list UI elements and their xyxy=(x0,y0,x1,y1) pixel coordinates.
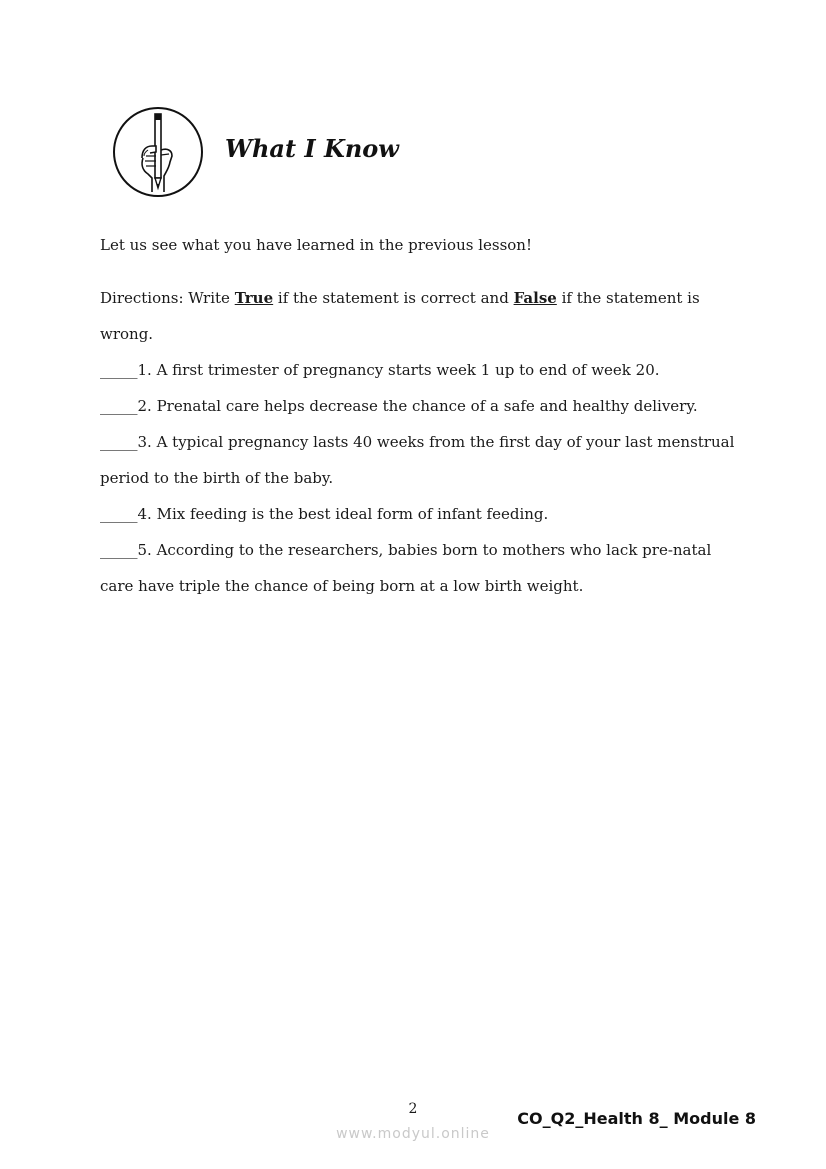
directions-continuation: wrong. xyxy=(100,325,154,343)
directions-middle: if the statement is correct and xyxy=(273,289,514,307)
question-item xyxy=(100,540,740,560)
question-item xyxy=(100,396,740,416)
question-text: 2. Prenatal care helps decrease the chance of a safe and healthy delivery. xyxy=(137,397,698,415)
directions-line xyxy=(100,288,740,308)
question-continuation: care have triple the chance of being born at a low birth weight. xyxy=(100,577,584,595)
question-text: 4. Mix feeding is the best ideal form of infant feeding. xyxy=(137,505,549,523)
question-text: 3. A typical pregnancy lasts 40 weeks from the first day of your last menstrual xyxy=(137,433,735,451)
keyword-false: False xyxy=(513,289,557,307)
page-number: 2 xyxy=(408,1101,418,1117)
module-code: CO_Q2_Health 8_ Module 8 xyxy=(517,1109,756,1128)
question-item xyxy=(100,432,740,452)
question-item xyxy=(100,504,740,524)
intro-text: Let us see what you have learned in the previous lesson! xyxy=(100,236,532,254)
question-text: 5. According to the researchers, babies born to mothers who lack pre-natal xyxy=(137,541,712,559)
directions-prefix: Directions: Write xyxy=(100,289,235,307)
directions-suffix: if the statement is xyxy=(556,289,700,307)
answer-blank[interactable]: _____ xyxy=(100,541,138,559)
answer-blank[interactable]: _____ xyxy=(100,397,138,415)
answer-blank[interactable]: _____ xyxy=(100,361,138,379)
answer-blank[interactable]: _____ xyxy=(100,505,138,523)
question-item xyxy=(100,360,740,380)
watermark: www.modyul.online xyxy=(336,1126,490,1142)
section-title: What I Know xyxy=(225,134,399,163)
question-continuation: period to the birth of the baby. xyxy=(100,469,334,487)
keyword-true: True xyxy=(234,289,274,307)
question-text: 1. A first trimester of pregnancy starts week 1 up to end of week 20. xyxy=(137,361,660,379)
answer-blank[interactable]: _____ xyxy=(100,433,138,451)
hand-holding-pencil-icon xyxy=(112,106,204,198)
